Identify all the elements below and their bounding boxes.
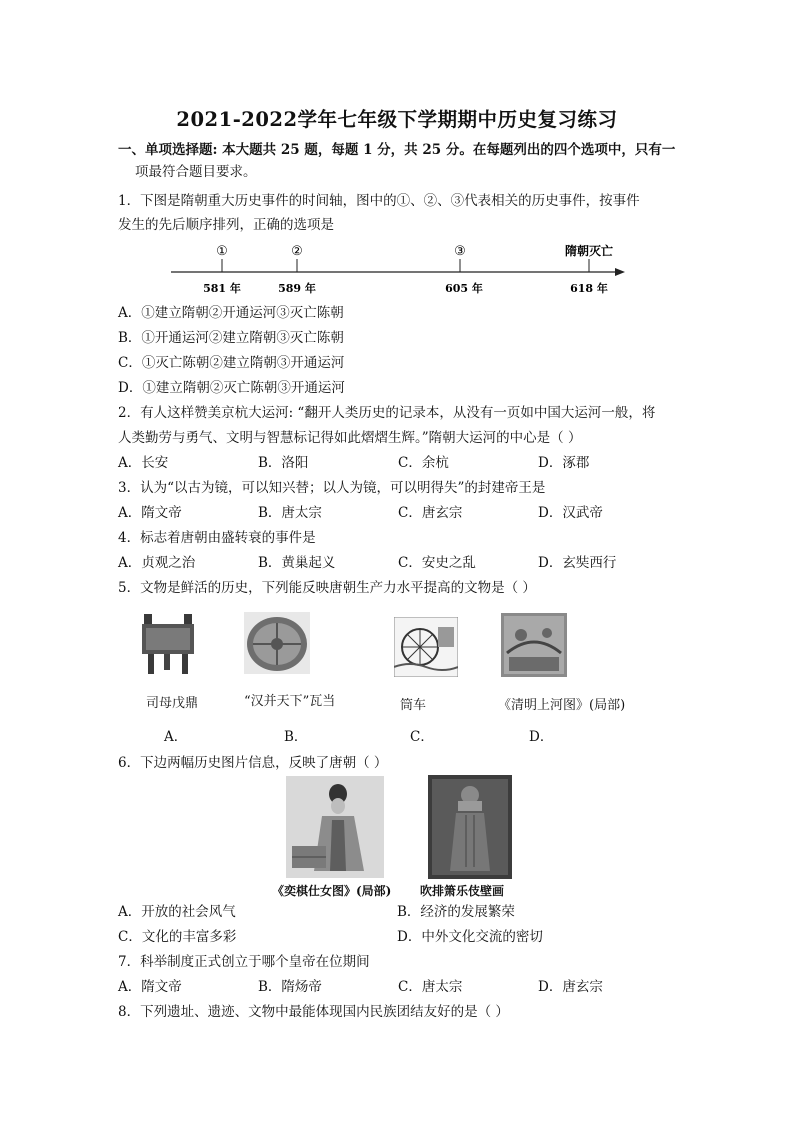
simu-ding-image — [140, 612, 196, 676]
marker-3: ③ — [454, 244, 466, 259]
q1-stem: 1．下图是隋朝重大历史事件的时间轴，图中的①、②、③代表相关的历史事件，按事件 — [118, 193, 640, 209]
q1-stem-cont: 发生的先后顺序排列，正确的选项是 — [118, 217, 334, 233]
q1-option-c[interactable]: C．①灭亡陈朝②建立隋朝③开通运河 — [118, 355, 345, 371]
year-4: 618 年 — [570, 282, 608, 295]
q2-stem-cont: 人类勤劳与勇气、文明与智慧标记得如此熠熠生辉。”隋朝大运河的中心是（ ） — [118, 430, 582, 446]
q2-option-d[interactable]: D．涿郡 — [538, 455, 590, 471]
q7-stem: 7．科举制度正式创立于哪个皇帝在位期间 — [118, 954, 370, 970]
q8-stem: 8．下列遗址、遗迹、文物中最能体现国内民族团结友好的是（ ） — [118, 1004, 509, 1020]
timeline-arrow — [615, 268, 625, 276]
q2-option-b[interactable]: B．洛阳 — [258, 455, 309, 471]
tongche-image — [394, 617, 458, 677]
q1-timeline — [165, 240, 635, 302]
q2-option-a[interactable]: A．长安 — [118, 455, 169, 471]
q7-option-c[interactable]: C．唐太宗 — [398, 979, 463, 995]
q6-option-c[interactable]: C．文化的丰富多彩 — [118, 929, 237, 945]
q6-option-d[interactable]: D．中外文化交流的密切 — [397, 929, 543, 945]
year-2: 589 年 — [278, 282, 316, 295]
q7-option-b[interactable]: B．隋炀帝 — [258, 979, 322, 995]
q2-option-c[interactable]: C．余杭 — [398, 455, 449, 471]
year-1: 581 年 — [203, 282, 241, 295]
marker-4: 隋朝灭亡 — [564, 244, 614, 258]
q4-stem: 4．标志着唐朝由盛转衰的事件是 — [118, 530, 316, 546]
section-heading: 一、单项选择题: 本大题共 25 题，每题 1 分，共 25 分。在每题列出的四个选项中，只有一 — [118, 142, 676, 158]
q1-option-b[interactable]: B．①开通运河②建立隋朝③灭亡陈朝 — [118, 330, 344, 346]
q5-option-d[interactable]: D． — [529, 729, 554, 745]
q1-option-d[interactable]: D．①建立隋朝②灭亡陈朝③开通运河 — [118, 380, 345, 396]
q5-caption-a: 司母戊鼎 — [146, 696, 199, 711]
q3-option-b[interactable]: B．唐太宗 — [258, 505, 322, 521]
q7-option-a[interactable]: A．隋文帝 — [118, 979, 182, 995]
q6-caption-right: 吹排箫乐伎壁画 — [420, 884, 505, 898]
q6-option-a[interactable]: A．开放的社会风气 — [118, 904, 236, 920]
q5-option-b[interactable]: B． — [284, 729, 308, 745]
q5-caption-b: “汉并天下”瓦当 — [244, 694, 336, 709]
q3-option-d[interactable]: D．汉武帝 — [538, 505, 603, 521]
q3-option-c[interactable]: C．唐玄宗 — [398, 505, 463, 521]
q4-option-d[interactable]: D．玄奘西行 — [538, 555, 617, 571]
qingming-painting-image — [501, 613, 567, 677]
marker-1: ① — [216, 244, 228, 259]
q6-stem: 6．下边两幅历史图片信息，反映了唐朝（ ） — [118, 755, 388, 771]
tile-end-image — [244, 612, 310, 674]
q6-caption-left: 《奕棋仕女图》(局部) — [272, 884, 392, 898]
year-3: 605 年 — [445, 282, 483, 295]
q5-caption-d: 《清明上河图》(局部) — [498, 698, 626, 713]
q5-option-c[interactable]: C． — [410, 729, 434, 745]
q1-option-a[interactable]: A．①建立隋朝②开通运河③灭亡陈朝 — [118, 305, 344, 321]
q5-caption-c: 筒车 — [400, 698, 427, 713]
q5-stem: 5．文物是鲜活的历史，下列能反映唐朝生产力水平提高的文物是（ ） — [118, 580, 536, 596]
q4-option-a[interactable]: A．贞观之治 — [118, 555, 196, 571]
marker-2: ② — [291, 244, 303, 259]
page-title: 2021-2022学年七年级下学期期中历史复习练习 — [176, 108, 618, 131]
q6-option-b[interactable]: B．经济的发展繁荣 — [397, 904, 515, 920]
q3-option-a[interactable]: A．隋文帝 — [118, 505, 182, 521]
yiqi-shinv-image — [286, 776, 384, 878]
q3-stem: 3．认为“以古为镜，可以知兴替；以人为镜，可以明得失”的封建帝王是 — [118, 480, 546, 496]
paixiao-mural-image — [428, 775, 512, 879]
section-heading-cont: 项最符合题目要求。 — [135, 164, 257, 180]
q5-option-a[interactable]: A． — [164, 729, 188, 745]
q4-option-c[interactable]: C．安史之乱 — [398, 555, 476, 571]
q2-stem: 2．有人这样赞美京杭大运河: “翻开人类历史的记录本，从没有一页如中国大运河一般，将 — [118, 405, 656, 421]
q7-option-d[interactable]: D．唐玄宗 — [538, 979, 603, 995]
q4-option-b[interactable]: B．黄巢起义 — [258, 555, 336, 571]
